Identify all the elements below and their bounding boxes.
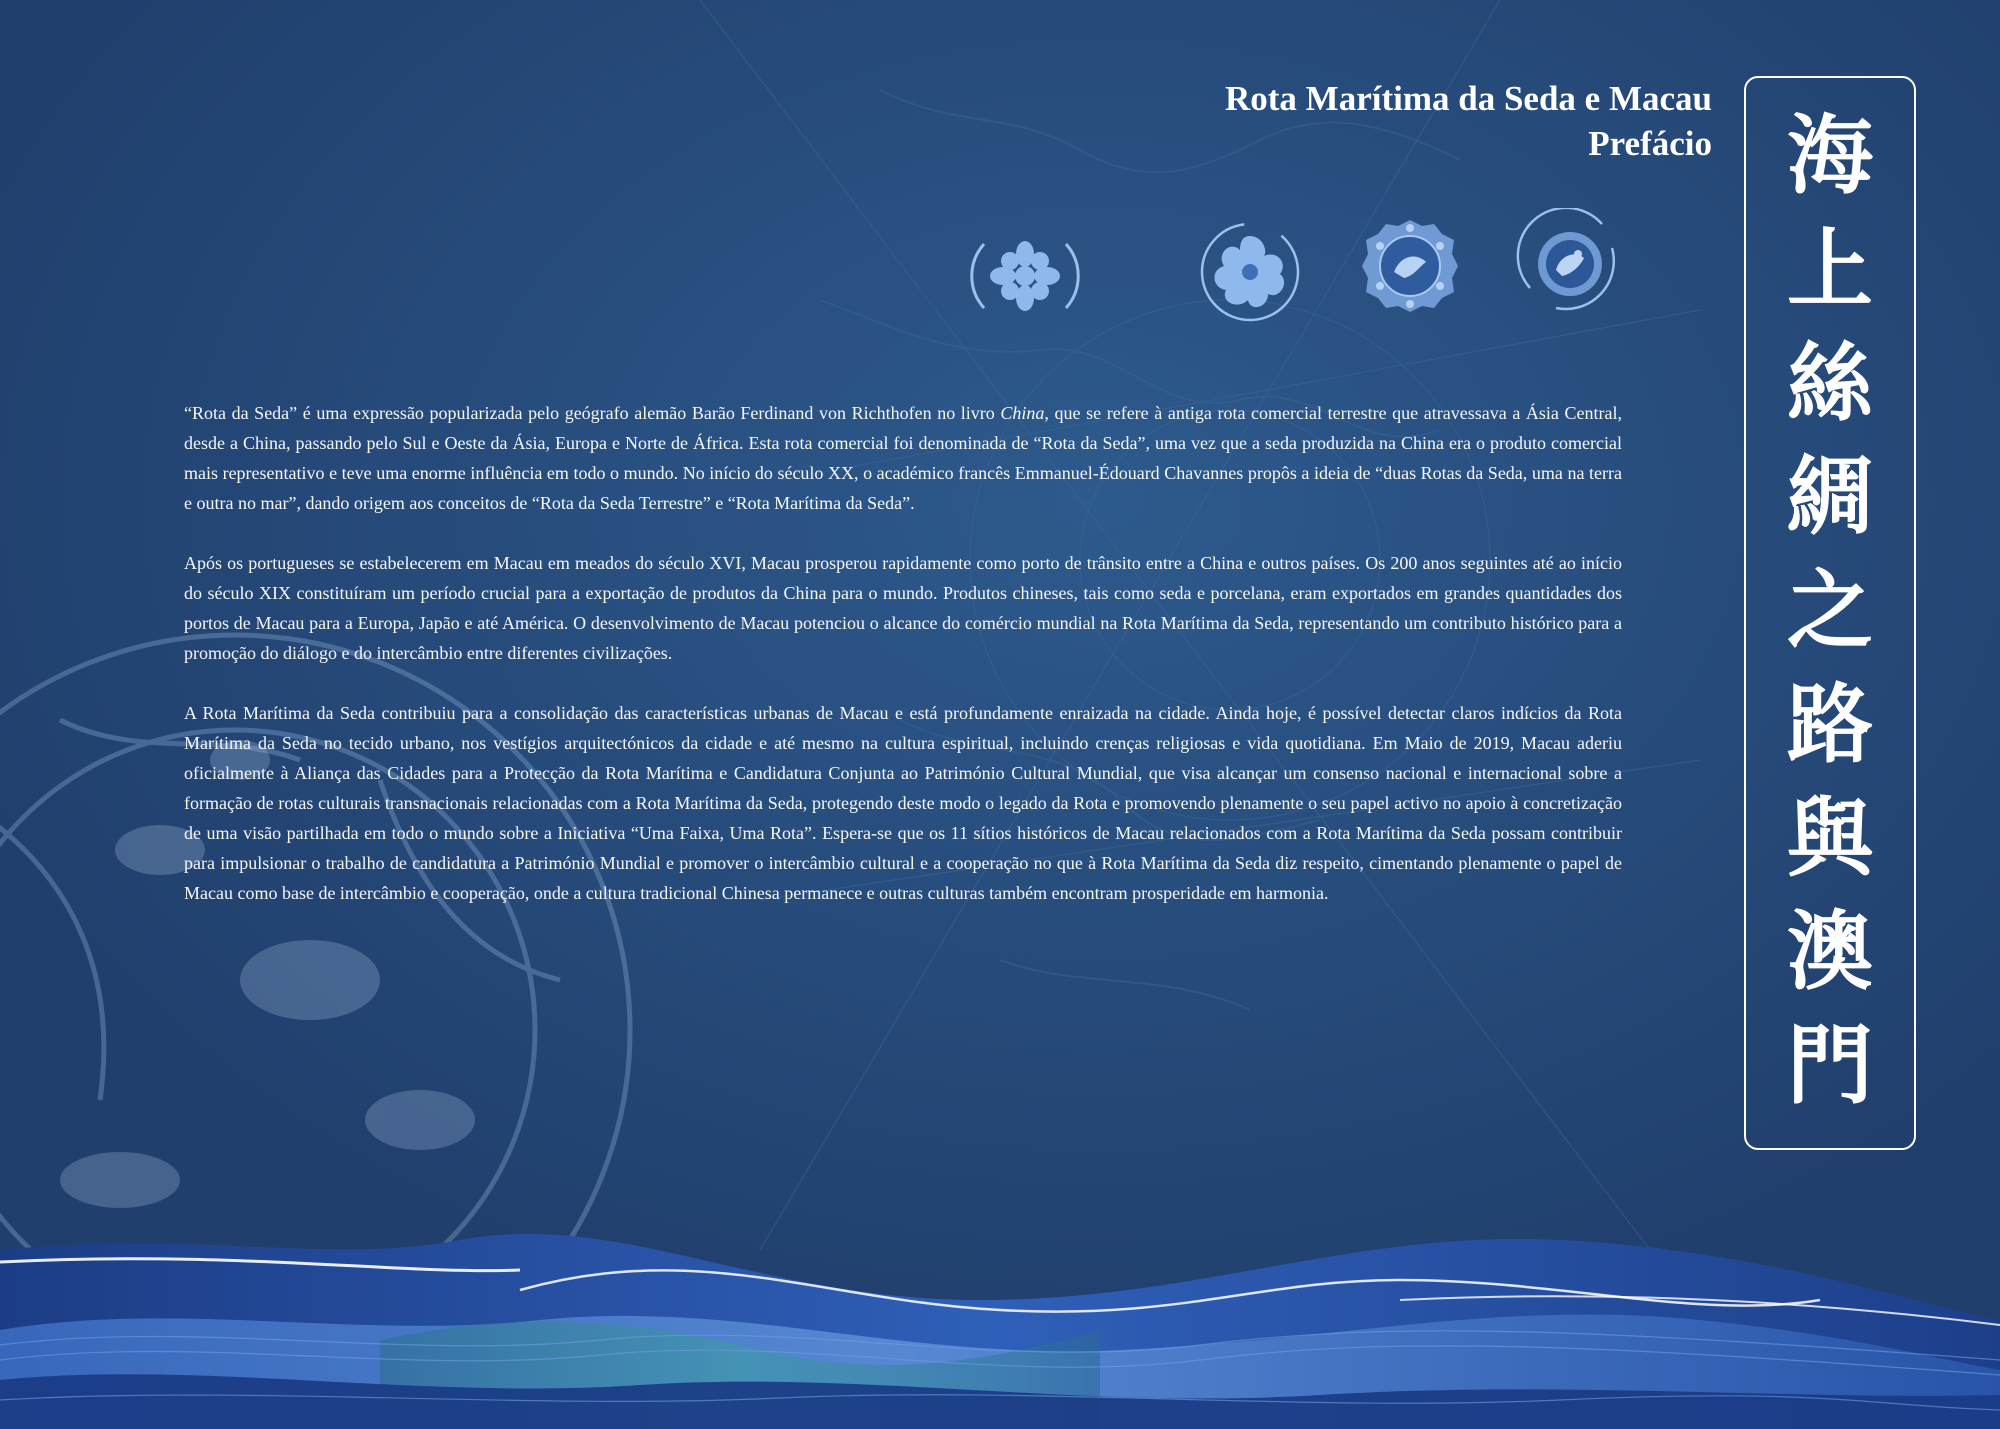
vertical-chinese-title bbox=[1744, 76, 1916, 1150]
vertical-title-char: 路 bbox=[1787, 673, 1873, 775]
vertical-title-char: 與 bbox=[1787, 787, 1873, 889]
title-block bbox=[1225, 76, 1712, 166]
paragraph-1 bbox=[184, 398, 1622, 518]
vertical-title-char: 綢 bbox=[1787, 446, 1873, 548]
vertical-title-char: 之 bbox=[1787, 560, 1873, 661]
vertical-title-char: 澳 bbox=[1787, 901, 1873, 1003]
medallion-flower-icon bbox=[962, 228, 1088, 328]
page-title: Rota Marítima da Seda e Macau bbox=[1224, 79, 1712, 118]
paragraph-1-start: “Rota da Seda” é uma expressão popularizada pelo geógrafo alemão Barão Ferdinand von Richthofen no livro bbox=[184, 403, 1001, 423]
page-subtitle: Prefácio bbox=[1588, 124, 1712, 163]
vertical-title-char: 上 bbox=[1787, 218, 1873, 320]
vertical-title-char: 絲 bbox=[1787, 332, 1873, 434]
medallion-plate-icon bbox=[1360, 216, 1460, 316]
paragraph-3: A Rota Marítima da Seda contribuiu para a consolidação das características urbanas de Macau e está profundamente enraizada na cidade. Ainda hoje, é possível detectar claros indícios da Rota Marítima da Seda no tecido urbano, nos vestígios arquitectónicos da cidade e até mesmo na cultura espiritual, incluindo crenças religiosas e vida quotidiana. Em Maio de 2019, Macau aderiu oficialmente à Aliança das Cidades para a Protecção da Rota Marítima e Candidatura Conjunta ao Património Cultural Mundial, que visa alcançar um consenso nacional e internacional sobre a formação de rotas culturais transnacionais relacionadas com a Rota Marítima da Seda, protegendo deste modo o legado da Rota e promovendo plenamente o seu papel activo no apoio à concretização de uma visão partilhada em todo o mundo sobre a Iniciativa “Uma Faixa, Uma Rota”. Espera-se que os 11 sítios históricos de Macau relacionados com a Rota Marítima da Seda possam contribuir para impulsionar o trabalho de candidatura a Património Mundial e promover o intercâmbio cultural e a cooperação no que à Rota Marítima da Seda diz respeito, cimentando plenamente o papel de Macau como base de intercâmbio e cooperação, onde a cultura tradicional Chinesa permanece e outras culturas também encontram prosperidade em harmonia. bbox=[184, 703, 1622, 903]
vertical-title-char: 海 bbox=[1787, 105, 1873, 206]
medallion-bowl-icon bbox=[1516, 208, 1622, 318]
medallion-blossom-icon bbox=[1198, 220, 1302, 324]
vertical-title-char: 門 bbox=[1787, 1015, 1873, 1116]
paragraph-2: Após os portugueses se estabelecerem em Macau em meados do século XVI, Macau prosperou rapidamente como porto de trânsito entre a China e outros países. Os 200 anos seguintes até ao início do século XIX constituíram um período crucial para a exportação de produtos da China para o mundo. Produtos chineses, tais como seda e porcelana, eram exportados em grandes quantidades dos portos de Macau para a Europa, Japão e até América. O desenvolvimento de Macau potenciou o alcance do comércio mundial na Rota Marítima da Seda, representando um contributo histórico para a promoção do diálogo e do intercâmbio entre diferentes civilizações. bbox=[184, 553, 1622, 663]
body-text bbox=[184, 398, 1622, 938]
paragraph-1-end: , que se refere à antiga rota comercial terrestre que atravessava a Ásia Central, desde a China, passando pelo Sul e Oeste da Ásia, Europa e Norte de África. Esta rota comercial foi denominada de “Rota da Seda”, uma vez que a seda produzida na China era o produto comercial mais representativo e teve uma enorme influência em todo o mundo. No início do século XX, o académico francês Emmanuel-Édouard Chavannes propôs a ideia de “duas Rotas da Seda, uma na terra e outra no mar”, dando origem aos conceitos de “Rota da Seda Terrestre” e “Rota Marítima da Seda”. bbox=[184, 403, 1622, 513]
book-title-china: China bbox=[1000, 403, 1045, 423]
